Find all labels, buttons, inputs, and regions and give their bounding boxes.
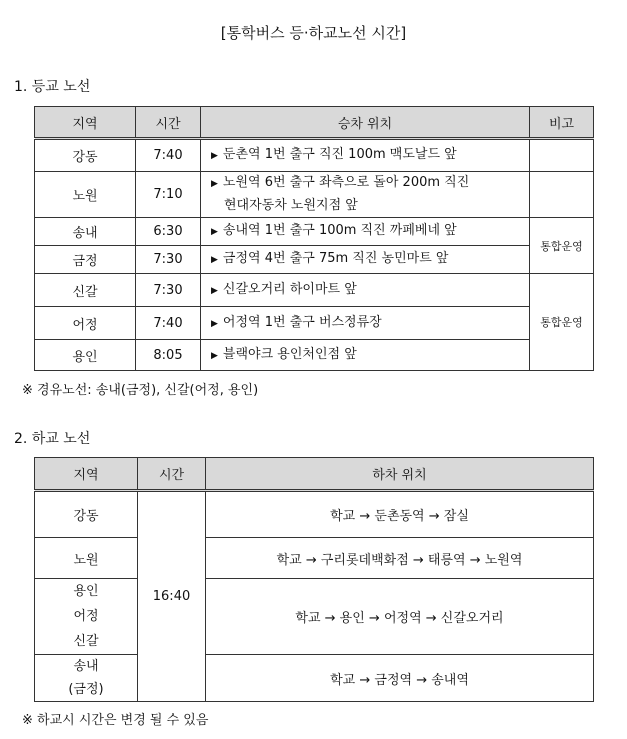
time-cell: 7:30: [136, 246, 201, 274]
location-cell: ▶ 어정역 1번 출구 버스정류장: [201, 307, 530, 340]
region-cell: 송내: [35, 218, 136, 246]
table-row: [35, 340, 594, 371]
location-cell: ▶ 노원역 6번 출구 좌측으로 돌아 200m 직진 현대자동차 노원지점 앞: [201, 172, 530, 218]
header-time: 시간: [136, 107, 201, 139]
header-time: 시간: [138, 458, 206, 491]
table-row: [35, 246, 594, 274]
remark-cell: [530, 172, 594, 218]
region-cell: 노원: [35, 538, 138, 579]
region-cell: 노원: [35, 172, 136, 218]
section1-heading: 1. 등교 노선: [14, 79, 91, 95]
table-row: [35, 538, 594, 579]
region-cell: 송내 (금정): [35, 655, 138, 702]
region-cell: 어정: [35, 307, 136, 340]
dropoff-route-table: [34, 457, 594, 702]
pointer-icon: ▶: [211, 227, 218, 237]
table-row: [35, 172, 594, 218]
location-cell: ▶ 송내역 1번 출구 100m 직진 까페베네 앞: [201, 218, 530, 246]
table-row: [35, 307, 594, 340]
page-title: [통학버스 등·하교노선 시간]: [220, 24, 407, 42]
location-cell: ▶ 블랙야크 용인처인점 앞: [201, 340, 530, 371]
header-region: 지역: [35, 458, 138, 491]
pointer-icon: ▶: [211, 350, 218, 361]
time-cell: 7:30: [136, 274, 201, 307]
pointer-icon: ▶: [211, 151, 218, 161]
pointer-icon: ▶: [211, 179, 218, 189]
location-cell: ▶ 신갈오거리 하이마트 앞: [201, 274, 530, 307]
route-cell: 학교 → 둔촌동역 → 잠실: [206, 491, 594, 538]
remark-cell: 통합운영: [530, 274, 594, 371]
time-cell: 7:10: [136, 172, 201, 218]
pointer-icon: ▶: [211, 255, 218, 265]
region-cell: 신갈: [35, 274, 136, 307]
region-cell: 용인: [35, 340, 136, 371]
region-cell: 강동: [35, 491, 138, 538]
route-cell: 학교 → 용인 → 어정역 → 신갈오거리: [206, 579, 594, 655]
time-cell: 7:40: [136, 307, 201, 340]
table-row: [35, 139, 594, 172]
table-row: [35, 579, 594, 655]
location-cell: ▶ 둔촌역 1번 출구 직진 100m 맥도날드 앞: [201, 139, 530, 172]
header-region: 지역: [35, 107, 136, 139]
table-row: [35, 655, 594, 702]
schedule-note: ※ 하교시 시간은 변경 될 수 있음: [22, 713, 209, 728]
time-cell: 8:05: [136, 340, 201, 371]
location-cell: ▶ 금정역 4번 출구 75m 직진 농민마트 앞: [201, 246, 530, 274]
table-row: [35, 491, 594, 538]
table-row: [35, 218, 594, 246]
pointer-icon: ▶: [211, 285, 218, 296]
header-remark: 비고: [530, 107, 594, 139]
time-cell: 16:40: [138, 491, 206, 702]
route-cell: 학교 → 금정역 → 송내역: [206, 655, 594, 702]
region-cell: 용인 어정 신갈: [35, 579, 138, 655]
boarding-route-table: [34, 106, 594, 371]
route-cell: 학교 → 구리롯데백화점 → 태릉역 → 노원역: [206, 538, 594, 579]
remark-cell: [530, 139, 594, 172]
time-cell: 7:40: [136, 139, 201, 172]
header-location: 승차 위치: [201, 107, 530, 139]
header-location: 하차 위치: [206, 458, 594, 491]
section2-heading: 2. 하교 노선: [14, 431, 91, 447]
route-note: ※ 경유노선: 송내(금정), 신갈(어정, 용인): [22, 383, 259, 398]
pointer-icon: ▶: [211, 318, 218, 329]
region-cell: 강동: [35, 139, 136, 172]
time-cell: 6:30: [136, 218, 201, 246]
remark-cell: 통합운영: [530, 218, 594, 274]
table-row: [35, 274, 594, 307]
region-cell: 금정: [35, 246, 136, 274]
